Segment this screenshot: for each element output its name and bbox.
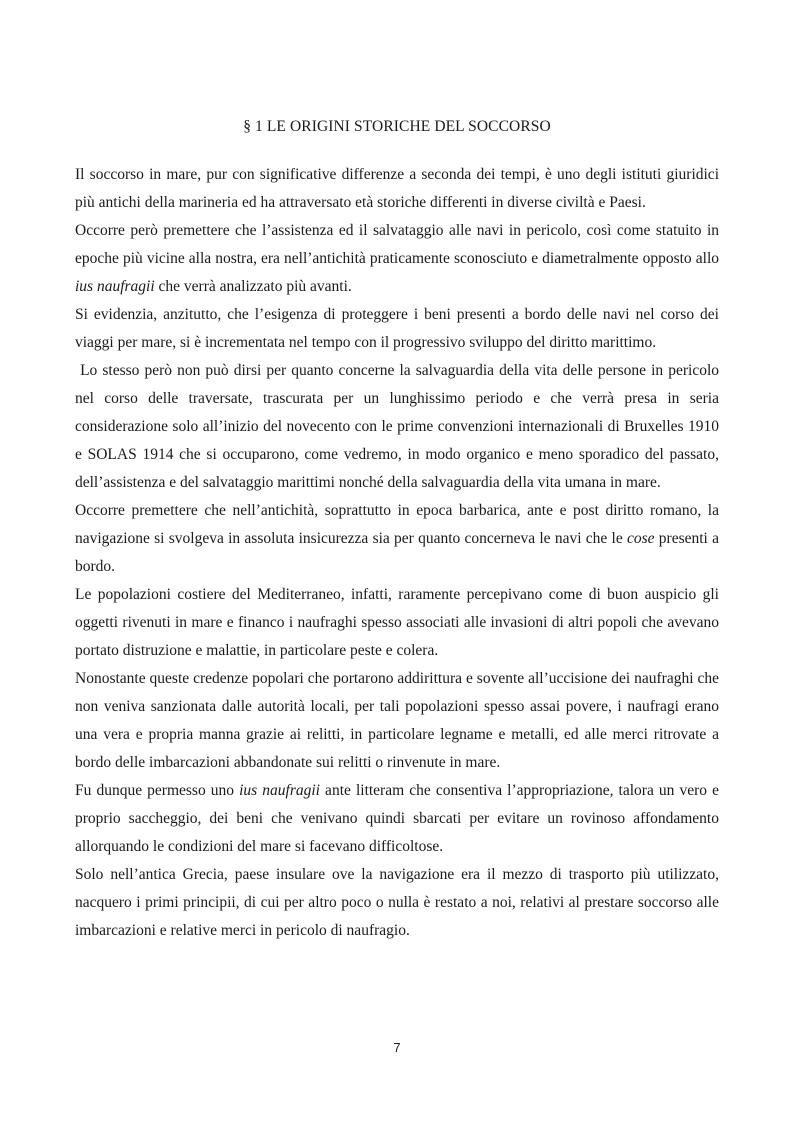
paragraph-3 — [75, 301, 719, 357]
paragraph-2-text-b: che verrà analizzato più avanti. — [154, 278, 352, 295]
term-ius-naufragii-2: ius naufragii — [239, 782, 320, 799]
paragraph-5-text-b: presenti a bordo. — [75, 530, 719, 575]
section-title: § 1 LE ORIGINI STORICHE DEL SOCCORSO — [243, 118, 551, 135]
paragraph-8-text-a: Fu dunque permesso uno — [75, 782, 240, 799]
term-ius-naufragii: ius naufragii — [75, 278, 155, 295]
paragraph-1 — [75, 161, 719, 217]
paragraph-9-text: Solo nell’antica Grecia, paese insulare ove la navigazione era il mezzo di trasporto più utilizzato, nacquero i primi principii, di cui per altro poco o nulla è restato a noi, relativi al prestare soccorso alle imbarcazioni e relative merci in pericolo di naufragio. — [75, 866, 719, 939]
paragraph-5 — [75, 497, 719, 581]
paragraph-2 — [75, 217, 719, 301]
paragraph-4-text: Lo stesso però non può dirsi per quanto concerne la salvaguardia della vita delle persone in pericolo nel corso delle traversate, trascurata per un lunghissimo periodo e che verrà presa in seria considerazione solo all’inizio del novecento con le prime convenzioni internazionali di Bruxelles 1910 e SOLAS 1914 che si occuparono, come vedremo, in modo organico e meno sporadico del passato, dell’assistenza e del salvataggio marittimi nonché della salvaguardia della vita umana in mare. — [75, 362, 723, 491]
paragraph-6 — [75, 581, 719, 665]
paragraph-7 — [75, 665, 719, 777]
paragraph-1-text: Il soccorso in mare, pur con significative differenze a seconda dei tempi, è uno degli istituti giuridici più antichi della marineria ed ha attraversato età storiche differenti in diverse civiltà e Paesi. — [75, 166, 719, 211]
paragraph-8-text-b: ante litteram che consentiva l’appropriazione, talora un vero e proprio saccheggio, dei beni che venivano quindi sbarcati per evitare un rovinoso affondamento allorquando le condizioni del mare si facevano difficoltose. — [75, 782, 719, 855]
body-text — [75, 161, 723, 945]
page-number: 7 — [393, 1040, 401, 1055]
paragraph-2-text-a: Occorre però premettere che l’assistenza ed il salvataggio alle navi in pericolo, così come statuito in epoche più vicine alla nostra, era nell’antichità praticamente sconosciuto e diametralmente opposto allo — [75, 222, 719, 267]
term-cose: cose — [626, 530, 655, 547]
paragraph-3-text: Si evidenzia, anzitutto, che l’esigenza di proteggere i beni presenti a bordo delle navi nel corso dei viaggi per mare, si è incrementata nel tempo con il progressivo sviluppo del diritto marittimo. — [75, 306, 719, 351]
paragraph-5-text-a: Occorre premettere che nell’antichità, soprattutto in epoca barbarica, ante e post diritto romano, la navigazione si svolgeva in assoluta insicurezza sia per quanto concerneva le navi che le — [75, 502, 719, 547]
paragraph-7-text: Nonostante queste credenze popolari che portarono addirittura e sovente all’uccisione dei naufraghi che non veniva sanzionata dalle autorità locali, per tali popolazioni spesso assai povere, i naufragi erano una vera e propria manna grazie ai relitti, in particolare legname e metalli, ed alle merci ritrovate a bordo delle imbarcazioni abbandonate sui relitti o rinvenute in mare. — [75, 670, 719, 771]
paragraph-8 — [75, 777, 719, 861]
paragraph-9 — [75, 861, 719, 945]
paragraph-6-text: Le popolazioni costiere del Mediterraneo, infatti, raramente percepivano come di buon auspicio gli oggetti rivenuti in mare e financo i naufraghi spesso associati alle invasioni di altri popoli che avevano portato distruzione e malattie, in particolare peste e colera. — [75, 586, 719, 659]
paragraph-4 — [75, 357, 723, 497]
